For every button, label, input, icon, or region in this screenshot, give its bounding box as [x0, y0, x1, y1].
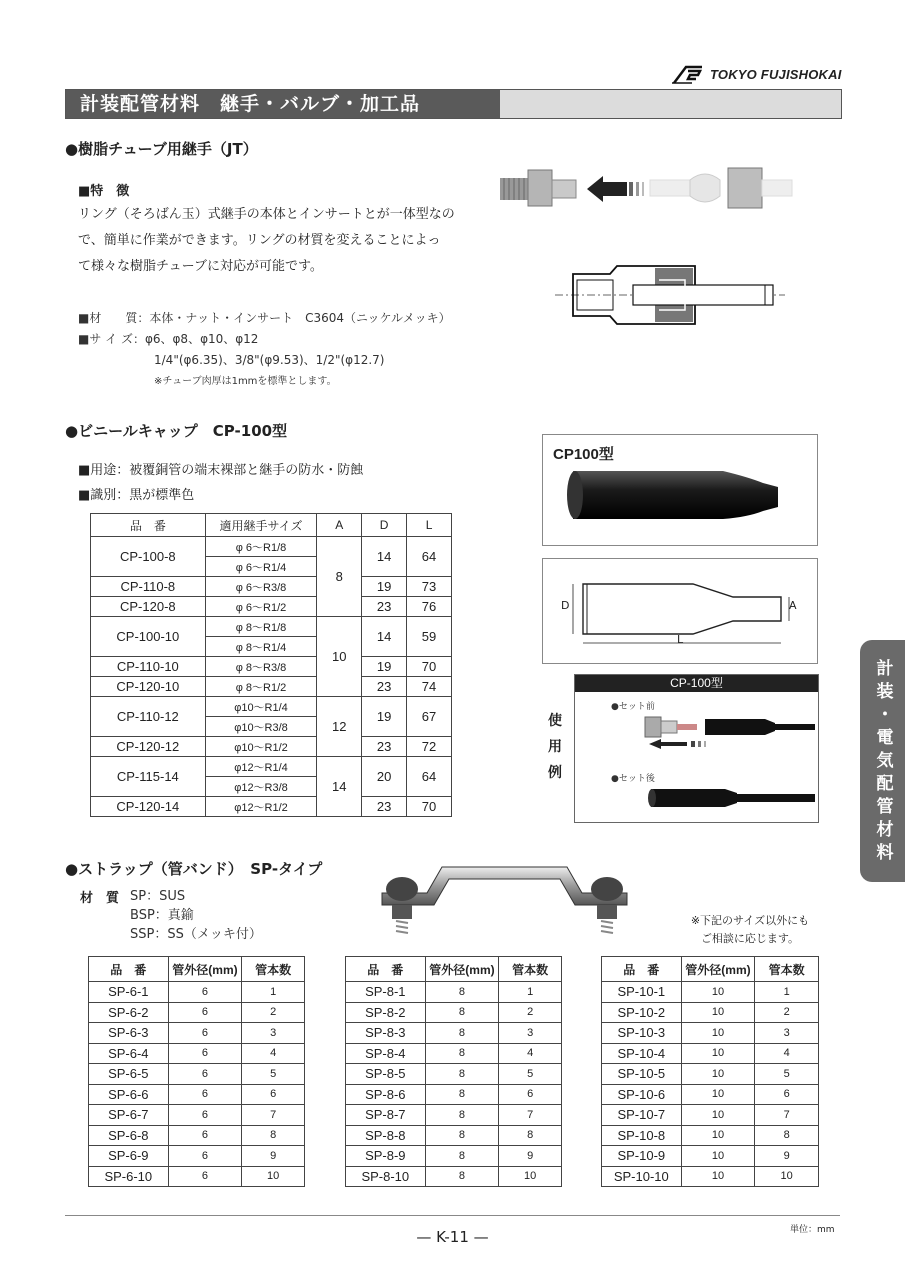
sp-count: 2: [499, 1002, 562, 1023]
table-row: [602, 982, 819, 1003]
table-row: [346, 1146, 562, 1167]
sp-dia: 10: [681, 1105, 755, 1126]
cp-part: CP-120-14: [91, 797, 206, 817]
table-row: [346, 1166, 562, 1187]
sp-count: 2: [755, 1002, 819, 1023]
cp-d: 14: [362, 617, 407, 657]
sp-heading: ●ストラップ（管バンド） SP-タイプ: [65, 860, 323, 878]
table-row: [89, 1105, 305, 1126]
sp-count: 2: [242, 1002, 305, 1023]
side-tab-char: 計: [876, 658, 894, 679]
sp-table-8: [345, 956, 562, 1187]
sp-part: SP-10-5: [602, 1064, 682, 1085]
side-tab-char: 電: [876, 727, 894, 748]
cp-col-part: 品 番: [91, 514, 206, 537]
sp-material-line: BSP：真鍮: [130, 908, 194, 923]
sp-count: 9: [499, 1146, 562, 1167]
page-title-bar: [65, 89, 842, 119]
cp-col-size: 適用継手サイズ: [205, 514, 317, 537]
jt-heading: ●樹脂チューブ用継手（JT）: [65, 140, 258, 158]
table-row: [91, 797, 452, 817]
cp-d: 19: [362, 577, 407, 597]
table-row: [602, 1064, 819, 1085]
jt-feature-heading: ■特 徴: [78, 184, 130, 199]
sp-dia: 10: [681, 1125, 755, 1146]
sp-dia: 8: [425, 1064, 499, 1085]
cp-size: φ 6〜R1/8: [205, 537, 317, 557]
table-row: [346, 1043, 562, 1064]
sp-col-part: 品 番: [89, 957, 169, 982]
cp-size: φ 8〜R1/8: [205, 617, 317, 637]
cp-size: φ10〜R1/4: [205, 697, 317, 717]
table-row: [346, 982, 562, 1003]
cp-dimension-box: [542, 558, 818, 664]
cp-heading: ●ビニールキャップ CP-100型: [65, 422, 288, 440]
cp-l: 74: [407, 677, 452, 697]
sp-dia: 8: [425, 1084, 499, 1105]
cp-part: CP-120-8: [91, 597, 206, 617]
sp-table-header: [89, 957, 305, 982]
sp-table-header: [346, 957, 562, 982]
unit-note: 単位：mm: [790, 1225, 835, 1235]
cp-info: [78, 458, 363, 508]
jt-feature-line: て様々な樹脂チューブに対応が可能です。: [78, 259, 323, 274]
sp-part: SP-6-2: [89, 1002, 169, 1023]
sp-col-count: 管本数: [499, 957, 562, 982]
sp-part: SP-10-10: [602, 1166, 682, 1187]
company-name: TOKYO FUJISHOKAI: [710, 66, 842, 82]
sp-part: SP-8-5: [346, 1064, 426, 1085]
sp-dia: 8: [425, 1146, 499, 1167]
table-row: [89, 1043, 305, 1064]
sp-part: SP-6-1: [89, 982, 169, 1003]
sp-part: SP-6-3: [89, 1023, 169, 1044]
cp-dim-a: A: [789, 599, 797, 612]
cp-before-label: ●セット前: [611, 702, 655, 712]
cp-dim-d: D: [561, 599, 570, 612]
sp-count: 3: [242, 1023, 305, 1044]
usage-char: 例: [548, 765, 562, 781]
sp-note-line: ※下記のサイズ以外にも: [690, 914, 810, 927]
table-row: [602, 1166, 819, 1187]
table-row: [89, 1084, 305, 1105]
sp-count: 7: [499, 1105, 562, 1126]
sp-part: SP-6-10: [89, 1166, 169, 1187]
title-bar-fill: [500, 90, 841, 118]
cp-identification: ■識別：黒が標準色: [78, 488, 195, 503]
sp-dia: 6: [168, 1166, 242, 1187]
table-row: [602, 1002, 819, 1023]
cp-size: φ12〜R3/8: [205, 777, 317, 797]
sp-count: 6: [242, 1084, 305, 1105]
side-tab-char: 管: [876, 796, 894, 817]
table-row: [602, 1023, 819, 1044]
jt-size1: ■サ イ ズ：φ6、φ8、φ10、φ12: [78, 332, 259, 346]
table-row: [91, 757, 452, 777]
sp-dia: 10: [681, 982, 755, 1003]
usage-char: 用: [548, 739, 562, 755]
sp-part: SP-6-7: [89, 1105, 169, 1126]
sp-count: 4: [755, 1043, 819, 1064]
sp-part: SP-10-2: [602, 1002, 682, 1023]
side-tab-char: 装: [876, 681, 894, 702]
sp-col-count: 管本数: [242, 957, 305, 982]
sp-dia: 6: [168, 1023, 242, 1044]
sp-col-part: 品 番: [346, 957, 426, 982]
sp-part: SP-6-5: [89, 1064, 169, 1085]
table-row: [602, 1146, 819, 1167]
sp-strap-photo: [372, 855, 637, 940]
table-row: [602, 1084, 819, 1105]
sp-dia: 6: [168, 982, 242, 1003]
sp-dia: 6: [168, 1064, 242, 1085]
sp-note: [660, 912, 840, 948]
cp-size: φ 8〜R3/8: [205, 657, 317, 677]
table-row: [91, 657, 452, 677]
table-row: [602, 1125, 819, 1146]
cp-table-header: [91, 514, 452, 537]
sp-dia: 10: [681, 1023, 755, 1044]
cp-part: CP-100-8: [91, 537, 206, 577]
table-row: [602, 1043, 819, 1064]
sp-count: 9: [755, 1146, 819, 1167]
sp-count: 3: [499, 1023, 562, 1044]
sp-part: SP-10-4: [602, 1043, 682, 1064]
table-row: [346, 1125, 562, 1146]
sp-dia: 6: [168, 1084, 242, 1105]
cp-l: 59: [407, 617, 452, 657]
cp-dim-l: L: [677, 633, 684, 646]
jt-feature-text: [78, 202, 455, 280]
cp-l: 67: [407, 697, 452, 737]
jt-size2: 1/4"(φ6.35)、3/8"(φ9.53)、1/2"(φ12.7): [154, 353, 385, 367]
cp-after-photo: [645, 783, 815, 813]
cp-part: CP-115-14: [91, 757, 206, 797]
sp-table-10: [601, 956, 819, 1187]
cp-part: CP-120-12: [91, 737, 206, 757]
table-row: [89, 1125, 305, 1146]
cp-size: φ12〜R1/2: [205, 797, 317, 817]
sp-material-label: 材 質: [80, 891, 120, 906]
sp-part: SP-8-8: [346, 1125, 426, 1146]
cp-size: φ 8〜R1/4: [205, 637, 317, 657]
jt-spec: [78, 308, 451, 393]
cp-l: 64: [407, 537, 452, 577]
cp-usage-box: [574, 674, 819, 823]
sp-part: SP-6-8: [89, 1125, 169, 1146]
table-row: [91, 577, 452, 597]
sp-dia: 6: [168, 1105, 242, 1126]
cp-l: 73: [407, 577, 452, 597]
sp-col-part: 品 番: [602, 957, 682, 982]
sp-count: 10: [499, 1166, 562, 1187]
sp-dia: 10: [681, 1043, 755, 1064]
sp-count: 7: [755, 1105, 819, 1126]
sp-col-dia: 管外径(mm): [168, 957, 242, 982]
table-row: [89, 1166, 305, 1187]
sp-part: SP-10-3: [602, 1023, 682, 1044]
sp-table-header: [602, 957, 819, 982]
sp-part: SP-8-3: [346, 1023, 426, 1044]
sp-count: 3: [755, 1023, 819, 1044]
sp-part: SP-8-6: [346, 1084, 426, 1105]
cp-d: 23: [362, 597, 407, 617]
side-tab-char: 配: [876, 773, 894, 794]
cp-part: CP-110-10: [91, 657, 206, 677]
cp-a: 14: [317, 757, 362, 817]
cp-l: 64: [407, 757, 452, 797]
cp-d: 20: [362, 757, 407, 797]
sp-dia: 8: [425, 1166, 499, 1187]
table-row: [89, 1002, 305, 1023]
sp-material-line: SSP：SS（メッキ付）: [130, 927, 262, 942]
sp-dia: 8: [425, 1002, 499, 1023]
sp-part: SP-6-9: [89, 1146, 169, 1167]
cp-usage-title: CP-100型: [575, 675, 818, 692]
sp-part: SP-8-9: [346, 1146, 426, 1167]
sp-dia: 8: [425, 1023, 499, 1044]
cp-col-a: A: [317, 514, 362, 537]
cp-a: 10: [317, 617, 362, 697]
page-title: 計装配管材料 継手・バルブ・加工品: [66, 90, 500, 118]
side-tab-char: 気: [876, 750, 894, 771]
cp-d: 19: [362, 697, 407, 737]
cp-col-d: D: [362, 514, 407, 537]
table-row: [91, 597, 452, 617]
sp-count: 5: [755, 1064, 819, 1085]
sp-part: SP-6-4: [89, 1043, 169, 1064]
cp-photo-box: [542, 434, 818, 546]
sp-part: SP-8-2: [346, 1002, 426, 1023]
sp-dia: 10: [681, 1146, 755, 1167]
table-row: [89, 1023, 305, 1044]
sp-count: 8: [242, 1125, 305, 1146]
table-row: [346, 1002, 562, 1023]
cp-l: 70: [407, 657, 452, 677]
table-row: [89, 982, 305, 1003]
cp-a: 12: [317, 697, 362, 757]
table-row: [89, 1064, 305, 1085]
sp-part: SP-10-8: [602, 1125, 682, 1146]
footer-divider: [65, 1215, 840, 1216]
sp-part: SP-10-7: [602, 1105, 682, 1126]
cp-size: φ10〜R3/8: [205, 717, 317, 737]
table-row: [89, 1146, 305, 1167]
jt-feature-line: リング（そろばん玉）式継手の本体とインサートとが一体型なの: [78, 207, 455, 222]
table-row: [91, 677, 452, 697]
sp-dia: 6: [168, 1146, 242, 1167]
sp-dia: 6: [168, 1002, 242, 1023]
cp-use: ■用途：被覆銅管の端末裸部と継手の防水・防蝕: [78, 463, 364, 478]
company-emblem-icon: [672, 63, 706, 85]
company-logo: [672, 62, 842, 86]
sp-count: 5: [242, 1064, 305, 1085]
jt-fitting-photo: [495, 158, 795, 218]
sp-count: 9: [242, 1146, 305, 1167]
cp-l: 72: [407, 737, 452, 757]
table-row: [346, 1064, 562, 1085]
sp-dia: 10: [681, 1002, 755, 1023]
sp-dia: 10: [681, 1084, 755, 1105]
cp-size: φ12〜R1/4: [205, 757, 317, 777]
sp-dia: 8: [425, 982, 499, 1003]
sp-material-line: SP：SUS: [130, 889, 186, 904]
table-row: [602, 1105, 819, 1126]
sp-count: 8: [499, 1125, 562, 1146]
sp-count: 4: [242, 1043, 305, 1064]
cp-d: 19: [362, 657, 407, 677]
sp-count: 5: [499, 1064, 562, 1085]
sp-dia: 8: [425, 1125, 499, 1146]
sp-count: 6: [499, 1084, 562, 1105]
table-row: [346, 1023, 562, 1044]
side-tab-char: 材: [876, 819, 894, 840]
sp-count: 4: [499, 1043, 562, 1064]
jt-cross-section-drawing: [555, 260, 785, 330]
usage-char: 使: [548, 713, 562, 729]
cp-part: CP-120-10: [91, 677, 206, 697]
sp-dia: 6: [168, 1043, 242, 1064]
page-number: — K-11 —: [416, 1228, 489, 1246]
sp-part: SP-10-6: [602, 1084, 682, 1105]
cp-size: φ 6〜R1/4: [205, 557, 317, 577]
cp-part: CP-100-10: [91, 617, 206, 657]
table-row: [346, 1105, 562, 1126]
cp-part: CP-110-12: [91, 697, 206, 737]
table-row: [346, 1084, 562, 1105]
cp-size: φ 6〜R1/2: [205, 597, 317, 617]
sp-count: 6: [755, 1084, 819, 1105]
sp-count: 1: [242, 982, 305, 1003]
cp-col-l: L: [407, 514, 452, 537]
sp-dia: 10: [681, 1064, 755, 1085]
sp-part: SP-10-1: [602, 982, 682, 1003]
jt-feature-line: で、簡単に作業ができます。リングの材質を変えることによっ: [78, 233, 441, 248]
cp-d: 23: [362, 677, 407, 697]
sp-count: 1: [755, 982, 819, 1003]
cp-part: CP-110-8: [91, 577, 206, 597]
sp-count: 10: [242, 1166, 305, 1187]
sp-dia: 6: [168, 1125, 242, 1146]
cp-photo-label: CP100型: [553, 446, 614, 463]
jt-note: ※チューブ肉厚は1mmを標準とします。: [154, 376, 337, 387]
sp-count: 1: [499, 982, 562, 1003]
side-tab-char: ・: [876, 704, 894, 725]
cp-cap-photo: [563, 463, 803, 533]
table-row: [91, 537, 452, 557]
sp-count: 10: [755, 1166, 819, 1187]
cp-after-label: ●セット後: [611, 774, 655, 784]
sp-dia: 8: [425, 1105, 499, 1126]
cp-dimension-drawing: [543, 559, 817, 663]
sp-part: SP-8-1: [346, 982, 426, 1003]
sp-part: SP-8-7: [346, 1105, 426, 1126]
sp-table-6: [88, 956, 305, 1187]
sp-col-count: 管本数: [755, 957, 819, 982]
cp-l: 70: [407, 797, 452, 817]
sp-note-line: ご相談に応じます。: [700, 932, 800, 945]
jt-material: ■材 質：本体・ナット・インサート C3604（ニッケルメッキ）: [78, 311, 451, 325]
sp-part: SP-8-10: [346, 1166, 426, 1187]
cp-before-photo: [635, 711, 815, 751]
cp-size: φ 8〜R1/2: [205, 677, 317, 697]
table-row: [91, 737, 452, 757]
table-row: [91, 697, 452, 717]
cp-a: 8: [317, 537, 362, 617]
cp-d: 14: [362, 537, 407, 577]
cp-size: φ10〜R1/2: [205, 737, 317, 757]
sp-count: 7: [242, 1105, 305, 1126]
side-tab-char: 料: [876, 842, 894, 863]
sp-col-dia: 管外径(mm): [681, 957, 755, 982]
cp-size: φ 6〜R3/8: [205, 577, 317, 597]
sp-dia: 8: [425, 1043, 499, 1064]
sp-part: SP-6-6: [89, 1084, 169, 1105]
table-row: [91, 617, 452, 637]
sp-col-dia: 管外径(mm): [425, 957, 499, 982]
cp-usage-side-label: [548, 708, 562, 786]
category-side-tab: [860, 640, 905, 882]
sp-count: 8: [755, 1125, 819, 1146]
cp-d: 23: [362, 737, 407, 757]
cp-table: [90, 513, 452, 817]
sp-part: SP-8-4: [346, 1043, 426, 1064]
cp-d: 23: [362, 797, 407, 817]
sp-material-list: [130, 887, 262, 944]
sp-dia: 10: [681, 1166, 755, 1187]
sp-part: SP-10-9: [602, 1146, 682, 1167]
cp-l: 76: [407, 597, 452, 617]
